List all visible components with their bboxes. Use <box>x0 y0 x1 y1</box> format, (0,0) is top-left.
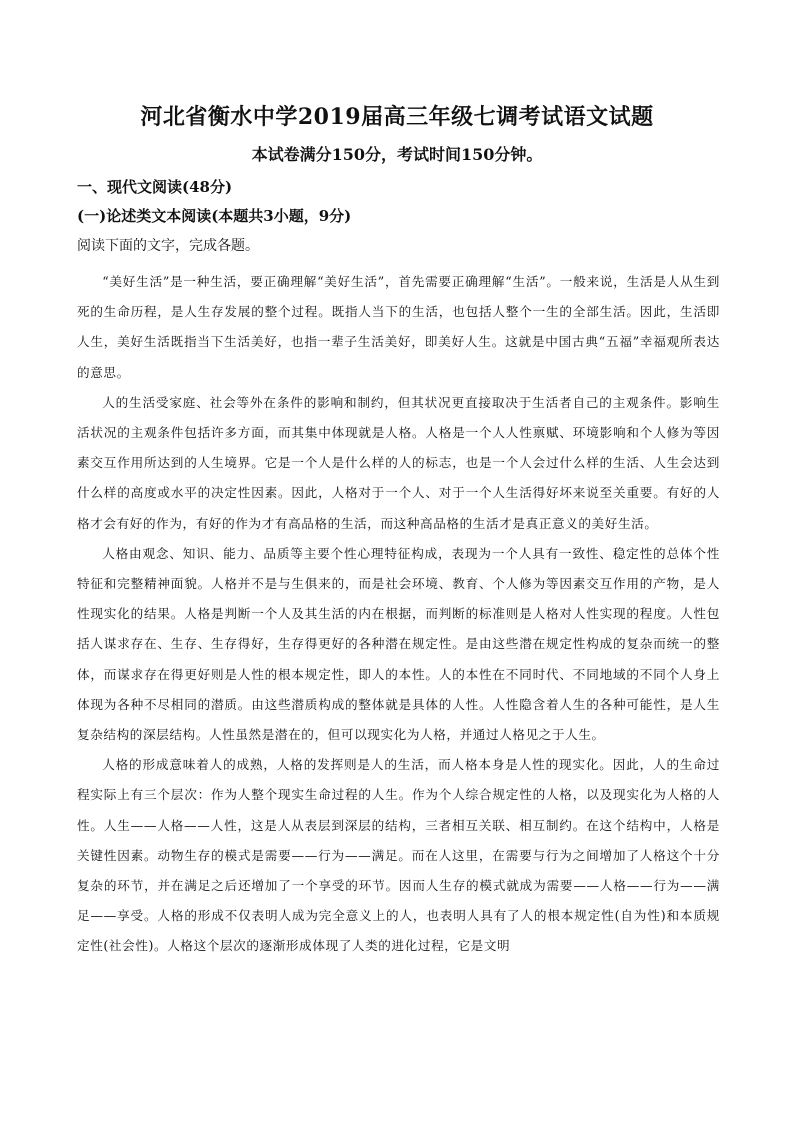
passage-paragraph-3: 人格由观念、知识、能力、品质等主要个性心理特征构成，表现为一个人具有一致性、稳定性的总体个性特征和完整精神面貌。人格并不是与生俱来的，而是社会环境、教育、个人修为等因素交互作用的产物，是人性现实化的结果。人格是判断一个人及其生活的内在根据，而判断的标准则是人格对人性实现的程度。人性包括人谋求存在、生存、生存得好，生存得更好的各种潜在规定性。是由这些潜在规定性构成的复杂而统一的整体，而谋求存在得更好则是人性的根本规定性，即人的本性。人的本性在不同时代、不同地域的不同个人身上体现为各种不尽相同的潜质。由这些潜质构成的整体就是具体的人性。人性隐含着人生的各种可能性，是人生复杂结构的深层结构。人性虽然是潜在的，但可以现实化为人格，并通过人格见之于人生。 <box>77 545 720 743</box>
subsection-heading: (一)论述类文本阅读(本题共3小题，9分) <box>77 207 352 225</box>
exam-title: 河北省衡水中学2019届高三年级七调考试语文试题 <box>140 104 654 130</box>
section-heading: 一、现代文阅读(48分) <box>77 178 233 196</box>
exam-subtitle: 本试卷满分150分，考试时间150分钟。 <box>251 145 543 164</box>
reading-instruction: 阅读下面的文字，完成各题。 <box>77 238 259 254</box>
passage-paragraph-2: 人的生活受家庭、社会等外在条件的影响和制约，但其状况更直接取决于生活者自己的主观条件。影响生活状况的主观条件包括许多方面，而其集中体现就是人格。人格是一个人人性禀赋、环境影响和个人修为等因素交互作用所达到的人生境界。它是一个人是什么样的人的标志，也是一个人会过什么样的生活、人生会达到什么样的高度或水平的决定性因素。因此，人格对于一个人、对于一个人生活得好坏来说至关重要。有好的人格才会有好的作为，有好的作为才有高品格的生活，而这种高品格的生活才是真正意义的美好生活。 <box>77 394 720 531</box>
passage-paragraph-4: 人格的形成意味着人的成熟，人格的发挥则是人的生活，而人格本身是人性的现实化。因此，人的生命过程实际上有三个层次：作为人整个现实生命过程的人生。作为个人综合规定性的人格，以及现实化为人格的人性。人生——人格——人性，这是人从表层到深层的结构，三者相互关联、相互制约。在这个结构中，人格是关键性因素。动物生存的模式是需要——行为——满足。而在人这里，在需要与行为之间增加了人格这个十分复杂的环节，并在满足之后还增加了一个享受的环节。因而人生存的模式就成为需要——人格——行为——满足——享受。人格的形成不仅表明人成为完全意义上的人，也表明人具有了人的根本规定性(自为性)和本质规定性(社会性)。人格这个层次的逐渐形成体现了人类的进化过程，它是文明 <box>77 757 720 954</box>
passage-body <box>77 267 720 962</box>
passage-paragraph-1: “美好生活”是一种生活，要正确理解“美好生活”，首先需要正确理解“生活”。一般来说，生活是人从生到死的生命历程，是人生存发展的整个过程。既指人当下的生活，也包括人整个一生的全部生活。因此，生活即人生，美好生活既指当下生活美好，也指一辈子生活美好，即美好人生。这就是中国古典“五福”幸福观所表达的意思。 <box>77 274 720 380</box>
